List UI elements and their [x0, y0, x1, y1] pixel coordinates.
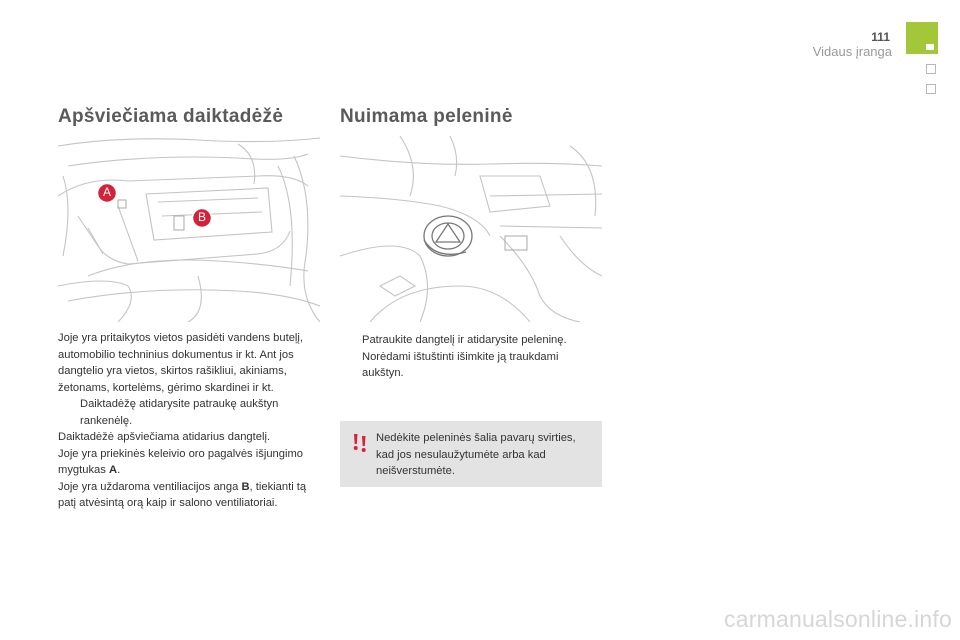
page-number: 111: [871, 30, 890, 44]
watermark: carmanualsonline.info: [724, 606, 952, 632]
paragraph: Joje yra pritaikytos vietos pasidėti vandens buteļį, automobilio techninius dokumentus ir kt. Ant jos dangtelio yra vietos, skirtos rašikliui, akiniams, žetonams, kortelėms, gėrimo skardinei ir kt.: [58, 332, 304, 394]
warning-icon: [349, 432, 371, 454]
bullet-icon: [340, 332, 362, 349]
chapter-tab: [926, 64, 936, 74]
ashtray-instructions: [340, 332, 602, 382]
bullet-icon: [58, 396, 80, 429]
chapter-tab-active: [906, 22, 938, 54]
marker-b-label: B: [197, 210, 206, 224]
warning-text: Nedėkite peleninės šalia pavarų svirties, kad jos nesulaužytumėte arba kad neišverstumėte.: [376, 432, 576, 477]
warning-box: [340, 421, 602, 487]
glovebox-illustration: [58, 136, 320, 322]
glovebox-description: [58, 330, 320, 512]
bullet-icon: [340, 349, 362, 382]
ashtray-illustration: [340, 136, 602, 322]
marker-a-label: A: [102, 185, 111, 199]
paragraph: Joje yra uždaroma ventiliacijos anga B, tiekianti tą patį atvėsintą orą kaip ir salono ventiliatoriai.: [58, 480, 307, 509]
chapter-tab: [926, 84, 936, 94]
section-name: Vidaus įranga: [812, 44, 892, 59]
paragraph: Daiktadėžė apšviečiama atidarius dangtelį.: [58, 431, 271, 443]
bullet-item: [340, 332, 602, 349]
glovebox-title: Apšviečiama daiktadėžė: [58, 106, 284, 127]
bullet-item: [58, 396, 320, 429]
bullet-text: Daiktadėžę atidarysite patraukę aukštyn rankenėlę.: [80, 398, 279, 427]
ashtray-title: Nuimama peleninė: [340, 106, 513, 127]
bullet-item: [340, 349, 602, 382]
paragraph: Joje yra priekinės keleivio oro pagalvės išjungimo mygtukas A.: [58, 447, 304, 476]
bullet-text: Patraukite dangtelį ir atidarysite peleninę.: [362, 334, 567, 346]
tab-marker-icon: [926, 44, 934, 50]
bullet-text: Norėdami ištuštinti išimkite ją traukdami aukštyn.: [362, 350, 559, 379]
